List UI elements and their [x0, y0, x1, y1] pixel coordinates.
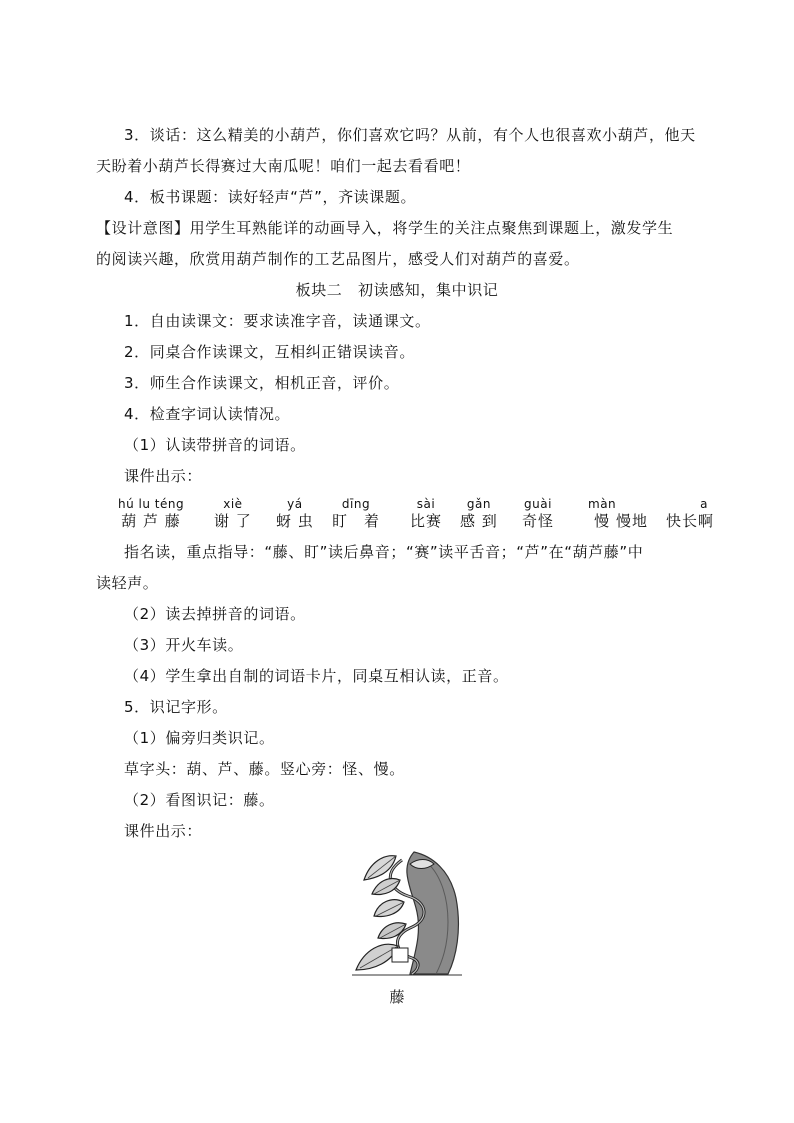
vocab-word [276, 497, 314, 531]
paragraph-line: 4．检查字词认读情况。 [124, 405, 291, 423]
word-pinyin: dīng [341, 497, 371, 511]
paragraph-line: （3）开火车读。 [124, 636, 244, 654]
paragraph-line: （1）认读带拼音的词语。 [124, 436, 306, 454]
vocab-word [460, 497, 498, 531]
paragraph-line: 课件出示： [124, 822, 203, 840]
word-hanzi: 比赛 [410, 512, 443, 530]
word-hanzi: 盯 着 [332, 512, 381, 530]
word-pinyin: xiè [223, 497, 243, 511]
word-hanzi: 快长啊 [666, 512, 715, 530]
word-pinyin: sài [416, 497, 436, 511]
figure-caption: 藤 [389, 988, 405, 1006]
word-hanzi: 慢 [594, 512, 611, 530]
vocab-word [616, 497, 648, 531]
paragraph-line: （2）读去掉拼音的词语。 [124, 605, 306, 623]
paragraph-line: （2）看图识记：藤。 [124, 791, 275, 809]
paragraph-line: 草字头：葫、芦、藤。竖心旁：怪、慢。 [124, 760, 405, 778]
vocab-word [214, 497, 252, 531]
word-pinyin: hú lu téng [118, 497, 185, 511]
word-pinyin: guài [524, 497, 552, 511]
paragraph-line: 读轻声。 [96, 574, 159, 592]
paragraph-line: 的阅读兴趣，欣赏用葫芦制作的工艺品图片，感受人们对葫芦的喜爱。 [96, 250, 580, 268]
paragraph-line: 1．自由读课文：要求读准字音，读通课文。 [124, 312, 431, 330]
paragraph-line: 3．师生合作读课文，相机正音，评价。 [124, 374, 400, 392]
vocab-word [410, 497, 442, 531]
word-hanzi: 蚜 虫 [276, 512, 314, 530]
paragraph-line: 5．识记字形。 [124, 698, 228, 716]
word-hanzi: 葫 芦 藤 [121, 512, 181, 530]
word-pinyin: yá [287, 497, 303, 511]
word-hanzi: 谢 了 [214, 512, 252, 530]
vocab-word [588, 497, 616, 531]
paragraph-line: 2．同桌合作读课文，互相纠正错误读音。 [124, 343, 415, 361]
word-pinyin [616, 497, 648, 511]
word-pinyin: gǎn [466, 497, 491, 511]
word-pinyin: màn [588, 497, 617, 511]
vocab-word [666, 497, 714, 531]
vocab-word [522, 497, 554, 531]
vocab-word [118, 497, 184, 531]
design-intent-line: 【设计意图】用学生耳熟能详的动画导入，将学生的关注点聚焦到课题上，激发学生 [96, 219, 674, 237]
vocab-word [332, 497, 380, 531]
pinyin-vocabulary-row [118, 497, 718, 533]
word-hanzi: 感 到 [460, 512, 498, 530]
section-heading: 板块二 初读感知，集中识记 [295, 281, 499, 299]
paragraph-line: 课件出示： [124, 467, 203, 485]
paragraph-line: （4）学生拿出自制的词语卡片，同桌互相认读，正音。 [124, 667, 509, 685]
paragraph-line: （1）偏旁归类识记。 [124, 729, 275, 747]
paragraph-line: 指名读，重点指导：“藤、盯”读后鼻音；“赛”读平舌音；“芦”在“葫芦藤”中 [124, 543, 644, 561]
vine-illustration [352, 850, 462, 976]
word-pinyin: a [700, 497, 709, 511]
word-hanzi: 奇怪 [522, 512, 555, 530]
paragraph-line: 天盼着小葫芦长得赛过大南瓜呢！咱们一起去看看吧！ [96, 157, 471, 175]
paragraph-line: 4．板书课题：读好轻声“芦”，齐读课题。 [124, 188, 417, 206]
paragraph-line: 3．谈话：这么精美的小葫芦，你们喜欢它吗？从前，有个人也很喜欢小葫芦，他天 [124, 126, 696, 144]
word-hanzi: 慢地 [616, 512, 649, 530]
